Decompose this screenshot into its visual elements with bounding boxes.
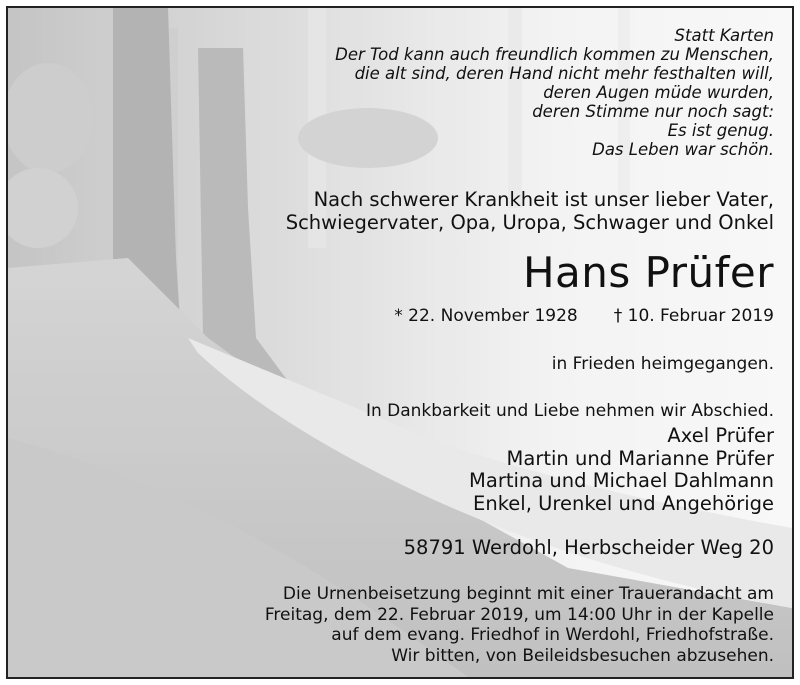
burial-line: Wir bitten, von Beileidsbesuchen abzusehen. xyxy=(391,645,774,666)
burial-line: Die Urnenbeisetzung beginnt mit einer Trauerandacht am xyxy=(282,584,774,604)
life-dates xyxy=(394,305,774,327)
death-date: † 10. Februar 2019 xyxy=(613,306,774,326)
family-member: Martin und Marianne Prüfer xyxy=(506,446,774,470)
poem xyxy=(335,26,774,159)
burial-info xyxy=(265,584,774,666)
obituary-notice xyxy=(6,6,794,679)
poem-line: Das Leben war schön. xyxy=(592,140,774,159)
poem-line: die alt sind, deren Hand nicht mehr festhalten will, xyxy=(354,64,774,83)
poem-line: Der Tod kann auch freundlich kommen zu Menschen, xyxy=(335,45,774,64)
family-list xyxy=(469,425,774,515)
poem-line: Statt Karten xyxy=(674,26,774,45)
poem-line: deren Stimme nur noch sagt: xyxy=(532,102,774,121)
family-member: Martina und Michael Dahlmann xyxy=(469,469,774,492)
farewell-text: In Dankbarkeit und Liebe nehmen wir Abschied. xyxy=(365,401,774,421)
burial-line: Freitag, dem 22. Februar 2019, um 14:00 Uhr in der Kapelle xyxy=(264,604,774,625)
deceased-name: Hans Prüfer xyxy=(522,248,774,297)
family-member: Enkel, Urenkel und Angehörige xyxy=(473,491,774,515)
peace-text: in Frieden heimgegangen. xyxy=(551,354,774,374)
birth-date: * 22. November 1928 xyxy=(394,306,578,326)
poem-line: deren Augen müde wurden, xyxy=(543,83,774,102)
family-member: Axel Prüfer xyxy=(667,424,774,447)
burial-line: auf dem evang. Friedhof in Werdohl, Friedhofstraße. xyxy=(331,625,774,645)
intro-text xyxy=(286,188,774,234)
intro-line: Schwiegervater, Opa, Uropa, Schwager und Onkel xyxy=(285,211,774,234)
address: 58791 Werdohl, Herbscheider Weg 20 xyxy=(403,536,774,559)
intro-line: Nach schwerer Krankheit ist unser lieber Vater, xyxy=(313,188,774,211)
poem-line: Es ist genug. xyxy=(667,121,774,140)
